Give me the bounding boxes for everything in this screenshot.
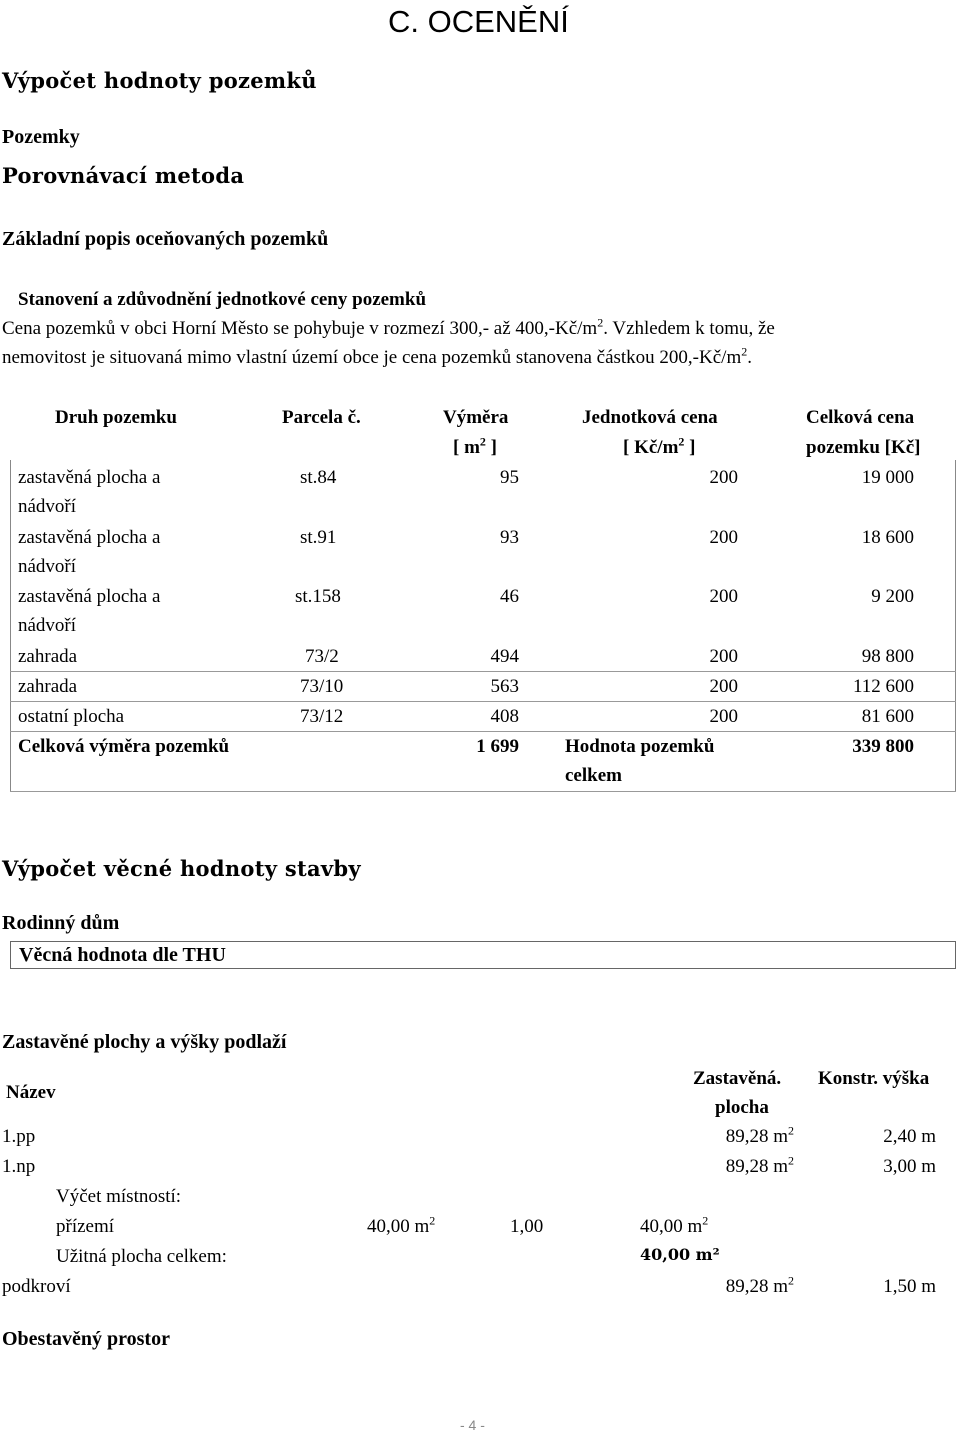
- volume-title: Obestavěný prostor: [2, 1328, 170, 1350]
- cell-total: 81 600: [861, 706, 914, 727]
- room-result: 40,00 $m^2$: [640, 1213, 709, 1237]
- cell-type: zahrada: [18, 676, 78, 697]
- col-header-parcel: Parcela č.: [282, 407, 361, 428]
- col-header-total: Celková cena: [806, 407, 915, 428]
- room-area: 40,00 $m^2$: [367, 1213, 436, 1237]
- total-value-label: Hodnota pozemků: [565, 736, 715, 757]
- floor-area: 89,28 $m^2$: [725, 1123, 794, 1147]
- cell-parcel: st.91: [300, 527, 337, 548]
- cell-parcel: st.158: [295, 586, 341, 607]
- cell-unit: 200: [709, 527, 738, 548]
- floor-height: 3,00 m: [883, 1156, 936, 1177]
- floor-name: 1.pp: [2, 1126, 36, 1147]
- col-header-type: Druh pozemku: [55, 407, 177, 428]
- cell-type: zastavěná plocha a: [18, 467, 161, 488]
- boxed-heading: [10, 941, 956, 969]
- cell-area: 93: [500, 527, 519, 548]
- usable-label: Užitná plocha celkem:: [56, 1246, 227, 1267]
- justification-title: Stanovení a zdůvodnění jednotkové ceny pozemků: [18, 289, 427, 310]
- cell-type: zastavěná plocha a: [18, 527, 161, 548]
- cell-type-cont: nádvoří: [18, 496, 77, 517]
- cell-total: 112 600: [852, 676, 914, 697]
- floors-col-area: Zastavěná.: [693, 1068, 782, 1089]
- cell-type: zahrada: [18, 646, 78, 667]
- cell-parcel: 73/10: [300, 676, 344, 697]
- total-area-label: Celková výměra pozemků: [18, 736, 230, 757]
- total-value-label-cont: celkem: [565, 765, 622, 786]
- land-sub-description: Základní popis oceňovaných pozemků: [2, 228, 329, 250]
- cell-area: 563: [490, 676, 519, 697]
- floor-height: 1,50 m: [883, 1276, 936, 1297]
- total-area-value: 1 699: [476, 736, 519, 757]
- cell-type: zastavěná plocha a: [18, 586, 161, 607]
- cell-unit: 200: [709, 646, 738, 667]
- cell-unit: 200: [709, 586, 738, 607]
- floors-col-area-cont: plocha: [715, 1097, 769, 1118]
- cell-total: 18 600: [861, 527, 914, 548]
- boxed-heading-text: Věcná hodnota dle THU: [19, 944, 226, 966]
- cell-unit: 200: [709, 467, 738, 488]
- cell-total: 98 800: [861, 646, 914, 667]
- col-header-unit-price-unit: [ $Kč/m^2$ ]: [623, 434, 696, 458]
- cell-area: 46: [500, 586, 519, 607]
- floor-name: podkroví: [2, 1276, 71, 1297]
- floors-col-height: Konstr. výška: [818, 1068, 930, 1089]
- usable-value: 40,00 m²: [640, 1245, 720, 1264]
- cell-unit: 200: [709, 706, 738, 727]
- col-header-area-unit: [ $m^2$ ]: [453, 434, 497, 458]
- floor-name: 1.np: [2, 1156, 36, 1177]
- cell-type: ostatní plocha: [18, 706, 125, 727]
- room-name: přízemí: [56, 1216, 115, 1237]
- page-number: - 4 -: [460, 1417, 485, 1433]
- cell-total: 19 000: [861, 467, 914, 488]
- col-header-unit-price: Jednotková cena: [582, 407, 718, 428]
- total-value-amount: 339 800: [852, 736, 914, 757]
- floor-area: 89,28 $m^2$: [725, 1273, 794, 1297]
- floor-height: 2,40 m: [883, 1126, 936, 1147]
- building-sub: Rodinný dům: [2, 912, 120, 934]
- cell-area: 494: [490, 646, 519, 667]
- cell-type-cont: nádvoří: [18, 556, 77, 577]
- room-coef: 1,00: [510, 1216, 544, 1237]
- justification-line-1: Cena pozemků v obci Horní Město se pohybuje v rozmezí 300,- až $400,-Kč/m^2$. Vzhledem k tomu, že: [2, 315, 775, 339]
- justification-line-2: nemovitost je situovaná mimo vlastní území obce je cena pozemků stanovena částkou $200,-Kč/m^2$.: [2, 344, 752, 368]
- col-header-total-unit: pozemku [Kč]: [806, 437, 921, 458]
- land-heading: Výpočet hodnoty pozemků: [2, 68, 317, 93]
- cell-parcel: st.84: [300, 467, 337, 488]
- cell-area: 95: [500, 467, 519, 488]
- rooms-label: Výčet místností:: [56, 1186, 182, 1207]
- cell-type-cont: nádvoří: [18, 615, 77, 636]
- cell-parcel: 73/12: [300, 706, 344, 727]
- col-header-area: Výměra: [443, 407, 509, 428]
- cell-total: 9 200: [871, 586, 914, 607]
- building-heading: Výpočet věcné hodnoty stavby: [2, 856, 361, 881]
- floor-area: 89,28 $m^2$: [725, 1153, 794, 1177]
- floors-title: Zastavěné plochy a výšky podlaží: [2, 1031, 287, 1053]
- cell-area: 408: [490, 706, 519, 727]
- land-sub-method: Porovnávací metoda: [2, 163, 245, 188]
- chapter-title: C. OCENĚNÍ: [388, 4, 569, 39]
- floors-col-name: Název: [6, 1082, 56, 1103]
- cell-parcel: 73/2: [305, 646, 339, 667]
- cell-unit: 200: [709, 676, 738, 697]
- land-sub-pozemky: Pozemky: [2, 126, 80, 148]
